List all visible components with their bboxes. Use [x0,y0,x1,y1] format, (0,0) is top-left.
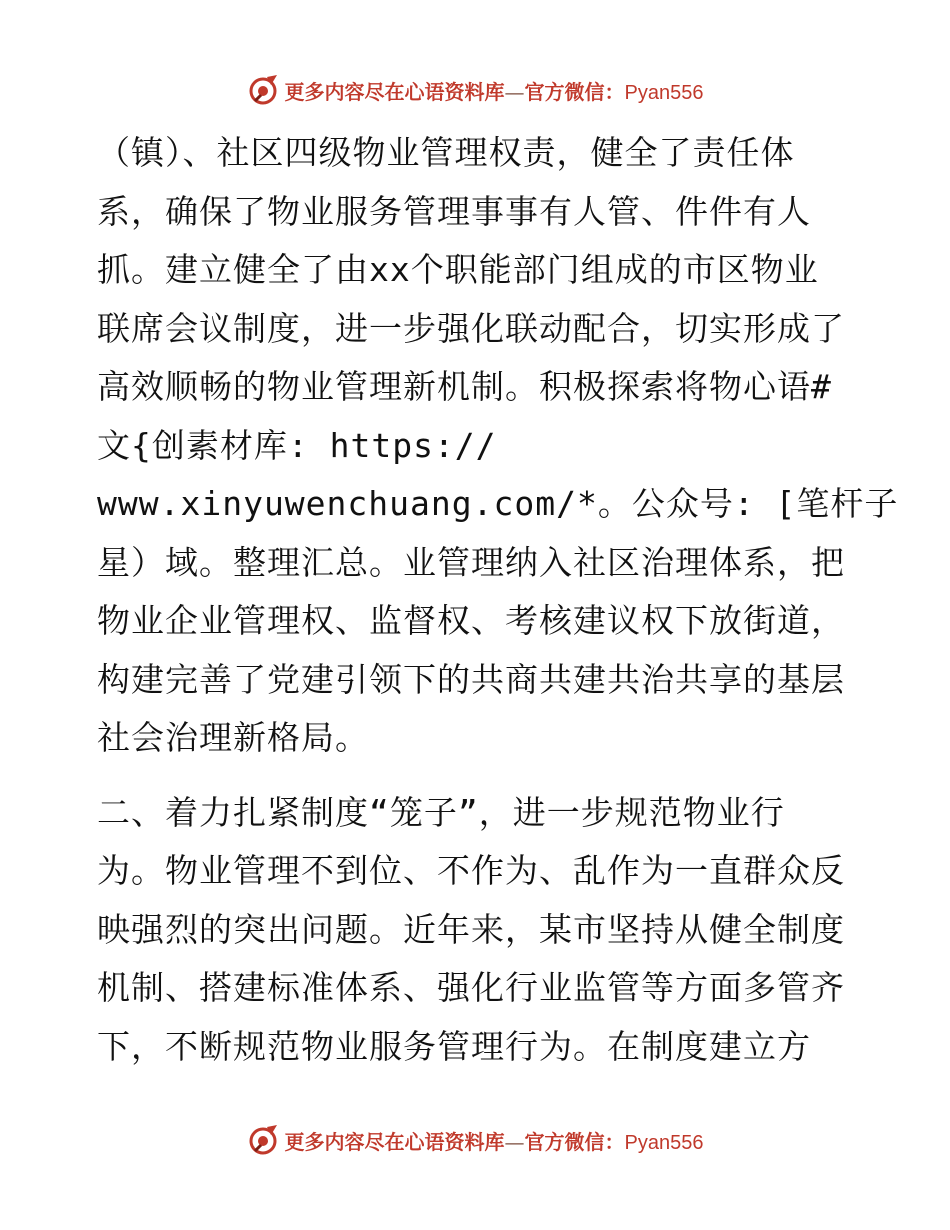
text-line: 联席会议制度，进一步强化联动配合，切实形成了 [97,308,845,348]
footer-banner-text [285,1126,704,1155]
paragraph-1 [97,124,899,768]
paragraph-2 [97,784,857,1077]
text-line: 下，不断规范物业服务管理行为。在制度建立方 [97,1026,811,1066]
header-watermark-banner [0,70,950,110]
brush-logo-icon [247,73,281,107]
text-line: 为。物业管理不到位、不作为、乱作为一直群众反 [97,851,845,890]
footer-watermark-banner [0,1120,950,1160]
text-line: 二、着力扎紧制度“笼子”，进一步规范物业行 [97,792,785,832]
header-banner-separator: — [504,79,525,104]
text-line: （镇）、社区四级物业管理权责，健全了责任体 [97,133,795,172]
text-line: 构建完善了党建引领下的共商共建共治共享的基层 [97,659,845,699]
header-banner-wechat-label: 官方微信： [524,79,625,104]
text-line: 抓。建立健全了由xx个职能部门组成的市区物业 [97,250,819,289]
brush-logo-icon [247,1123,281,1157]
footer-banner-wechat-label: 官方微信： [524,1129,625,1154]
text-line: 社会治理新格局。 [97,718,369,757]
footer-banner-separator: — [504,1129,525,1154]
text-line: 映强烈的突出问题。近年来，某市坚持从健全制度 [97,909,845,949]
header-banner-title: 更多内容尽在心语资料库 [284,79,505,104]
text-line: www.xinyuwenchuang.com/*。公众号: [笔杆子 [97,484,899,523]
text-line: 高效顺畅的物业管理新机制。积极探索将物心语# [97,367,832,406]
footer-banner-title: 更多内容尽在心语资料库 [284,1129,505,1154]
document-body [97,124,899,1076]
text-line: 系，确保了物业服务管理事事有人管、件件有人 [97,191,811,231]
text-line: 星）域。整理汇总。业管理纳入社区治理体系，把 [97,542,845,582]
footer-banner-wechat-id: Pyan556 [624,1131,704,1154]
text-line: 文{创素材库: https:// [97,425,497,465]
text-line: 机制、搭建标准体系、强化行业监管等方面多管齐 [97,968,845,1007]
header-banner-text [285,76,704,105]
text-line: 物业企业管理权、监督权、考核建议权下放街道， [97,601,845,640]
header-banner-wechat-id: Pyan556 [624,81,704,104]
